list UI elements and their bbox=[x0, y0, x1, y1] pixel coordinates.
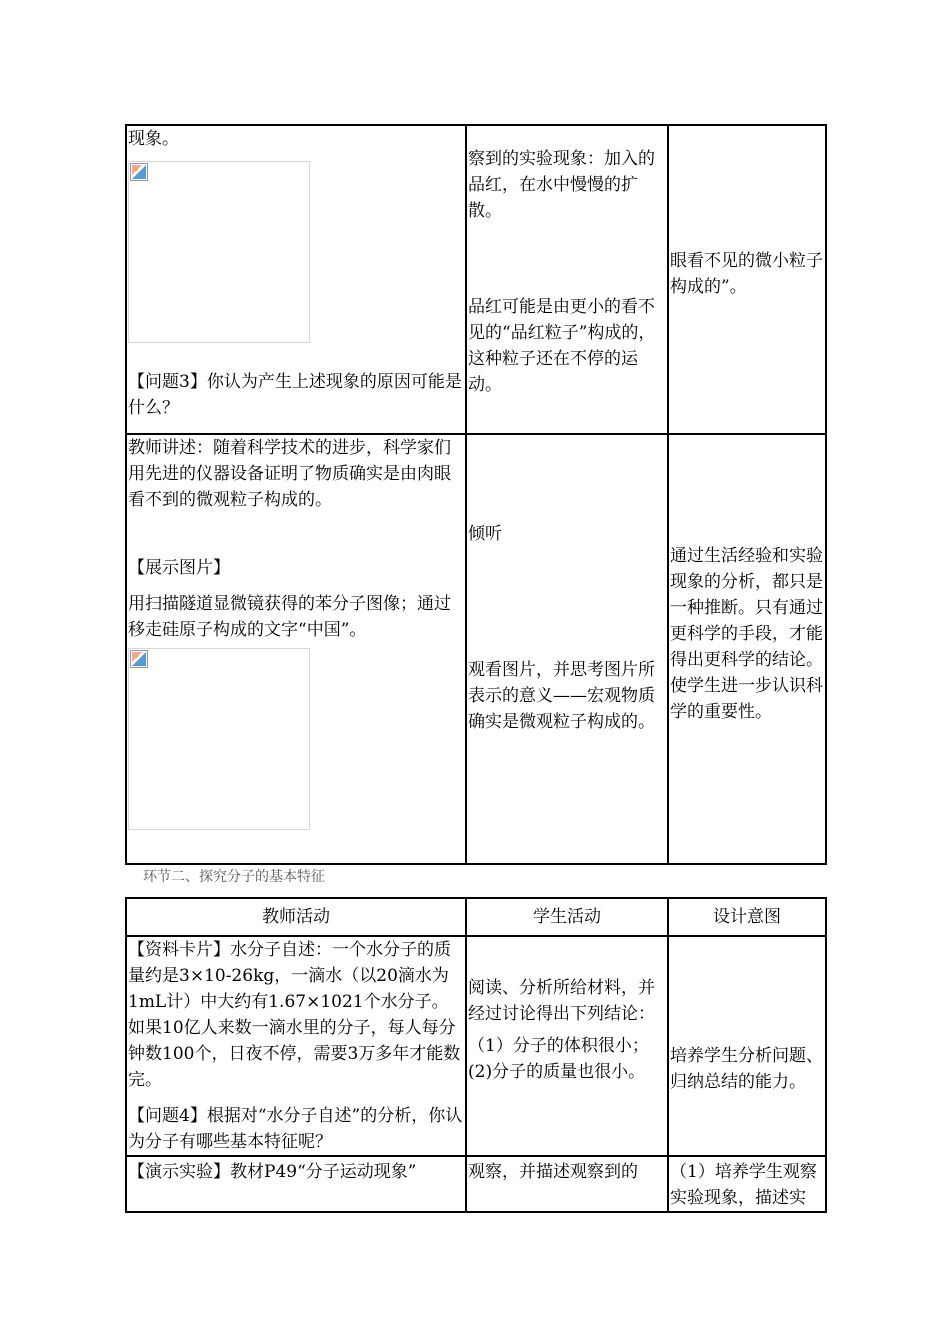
question-3-text: 【问题3】你认为产生上述现象的原因可能是什么？ bbox=[128, 372, 462, 418]
question-4-text: 【问题4】根据对“水分子自述”的分析，你认为分子有哪些基本特征呢？ bbox=[128, 1106, 463, 1152]
table1-row-1 bbox=[126, 125, 826, 434]
data-card-text: 【资料卡片】水分子自述：一个水分子的质量约是3×10-26kg，一滴水（以20滴水为1mL计）中大约有1.67×1021个水分子。如果10亿人来数一滴水里的分子，每人每分钟数100个，日夜不停，需要3万多年才能数完。 bbox=[128, 940, 461, 1090]
broken-image-icon bbox=[130, 650, 148, 668]
design-intent-cell bbox=[668, 434, 826, 864]
broken-image-placeholder bbox=[128, 161, 310, 343]
teacher-text: 现象。 bbox=[128, 129, 179, 149]
lesson-table-2 bbox=[125, 897, 827, 1213]
teacher-text: 用扫描隧道显微镜获得的苯分子图像；通过移走硅原子构成的文字“中国”。 bbox=[128, 594, 451, 640]
design-intent-cell bbox=[668, 125, 826, 434]
student-text: 观看图片，并思考图片所表示的意义——宏观物质确实是微观粒子构成的。 bbox=[468, 660, 655, 732]
table2-header-row bbox=[126, 898, 826, 936]
student-activity-cell bbox=[466, 125, 668, 434]
student-activity-cell bbox=[466, 434, 668, 864]
broken-image-placeholder bbox=[128, 648, 310, 830]
intent-text: （1）培养学生观察实验现象，描述实 bbox=[670, 1162, 817, 1208]
teacher-text: 教师讲述：随着科学技术的进步，科学家们用先进的仪器设备证明了物质确实是由肉眼看不到的微观粒子构成的。 bbox=[128, 438, 451, 510]
column-header: 设计意图 bbox=[668, 898, 826, 936]
student-text: 阅读、分析所给材料，并经过讨论得出下列结论： bbox=[468, 978, 655, 1024]
student-activity-cell bbox=[466, 1156, 668, 1212]
table2-row-2 bbox=[126, 1156, 826, 1212]
intent-text: 通过生活经验和实验现象的分析，都只是一种推断。只有通过更科学的手段，才能得出更科学的结论。使学生进一步认识科学的重要性。 bbox=[670, 546, 823, 722]
teacher-activity-cell bbox=[126, 1156, 466, 1212]
intent-text: 眼看不见的微小粒子构成的”。 bbox=[670, 251, 823, 297]
student-activity-cell bbox=[466, 936, 668, 1156]
student-conclusions: （1）分子的体积很小；(2)分子的质量也很小。 bbox=[468, 1036, 649, 1082]
column-header: 教师活动 bbox=[126, 898, 466, 936]
column-header: 学生活动 bbox=[466, 898, 668, 936]
student-text: 观察，并描述观察到的 bbox=[468, 1162, 638, 1182]
section-caption: 环节二、探究分子的基本特征 bbox=[143, 869, 325, 885]
demo-experiment-text: 【演示实验】教材P49“分子运动现象” bbox=[128, 1162, 417, 1182]
design-intent-cell bbox=[668, 1156, 826, 1212]
teacher-activity-cell bbox=[126, 434, 466, 864]
lesson-table-1 bbox=[125, 124, 827, 865]
table1-row-2 bbox=[126, 434, 826, 864]
teacher-activity-cell bbox=[126, 936, 466, 1156]
table2-row-1 bbox=[126, 936, 826, 1156]
show-pictures-heading: 【展示图片】 bbox=[128, 558, 230, 578]
teacher-activity-cell bbox=[126, 125, 466, 434]
intent-text: 培养学生分析问题、归纳总结的能力。 bbox=[670, 1046, 823, 1092]
student-text: 倾听 bbox=[468, 524, 502, 544]
student-text: 察到的实验现象：加入的品红，在水中慢慢的扩散。 bbox=[468, 149, 655, 221]
broken-image-icon bbox=[130, 163, 148, 181]
student-text: 品红可能是由更小的看不见的“品红粒子”构成的，这种粒子还在不停的运动。 bbox=[468, 297, 656, 395]
design-intent-cell bbox=[668, 936, 826, 1156]
